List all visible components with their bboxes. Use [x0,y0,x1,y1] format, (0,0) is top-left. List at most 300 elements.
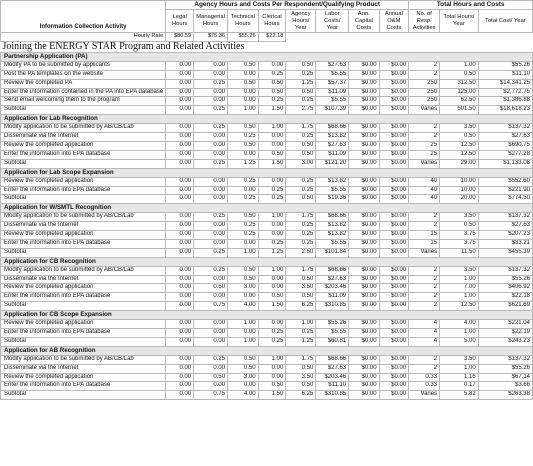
value-cell: $0.00 [349,61,379,70]
value-cell: 6.25 [286,302,316,311]
value-cell: 0.50 [286,61,316,70]
value-cell: $0.00 [349,186,379,195]
value-cell: 15 [409,231,440,240]
value-cell: 250 [409,79,440,88]
value-cell: 0.25 [286,177,316,186]
value-cell: 0.50 [286,195,316,204]
value-cell: 0.50 [258,150,286,159]
subtotal-row [1,248,533,257]
value-cell: 0.00 [258,275,286,284]
value-cell: 0.00 [166,88,194,97]
table-title: Joining the ENERGY STAR Program and Related Activities [1,41,533,52]
value-cell: $0.00 [379,213,409,222]
value-cell: 0.25 [286,186,316,195]
activity-name: Disseminate via the Internet [1,133,166,142]
value-cell: $0.00 [349,79,379,88]
section-header-row [1,257,533,266]
value-cell: 0.50 [228,141,259,150]
value-cell: 10.00 [440,177,479,186]
value-cell: 0.00 [166,150,194,159]
activity-name: Review the completed application [1,320,166,329]
value-cell: $455.39 [478,248,532,257]
value-cell: 12.50 [440,302,479,311]
activity-name: Enter the information into EPA database [1,293,166,302]
value-cell: 0.00 [258,133,286,142]
value-cell: $13.82 [316,222,349,231]
value-cell: $5.55 [316,70,349,79]
activity-name: Post the PA templates on the website [1,70,166,79]
value-cell: $221.04 [478,320,532,329]
value-cell: 0.25 [258,329,286,338]
value-cell: 4.00 [440,320,479,329]
value-cell: $27.63 [316,141,349,150]
value-cell: $0.00 [379,293,409,302]
value-cell: $0.00 [379,186,409,195]
value-cell: $107.39 [316,106,349,115]
value-cell: $0.00 [379,133,409,142]
subtotal-row [1,106,533,115]
value-cell: $0.00 [379,382,409,391]
value-cell: $0.00 [349,222,379,231]
value-cell: 3.50 [440,355,479,364]
value-cell: 1.00 [440,293,479,302]
section-header-row [1,115,533,124]
value-cell: 0.00 [166,302,194,311]
value-cell: 1.00 [258,213,286,222]
value-cell: $0.00 [349,248,379,257]
activity-name: Subtotal [1,248,166,257]
value-cell: 4 [409,320,440,329]
value-cell: $0.00 [379,373,409,382]
value-cell: $13.82 [316,133,349,142]
value-cell: 1.00 [440,61,479,70]
section-header-row [1,204,533,213]
value-cell: 250 [409,97,440,106]
value-cell: $690.75 [478,141,532,150]
section-title: Application for CB Recognition [1,257,533,266]
value-cell: 0.50 [228,79,259,88]
section-title: Application for AB Recognition [1,346,533,355]
section-header-row [1,52,533,61]
value-cell: 0.25 [228,231,259,240]
value-cell: 0.00 [228,70,259,79]
value-cell: 3.00 [286,159,316,168]
column-header: Managerial Hours [194,10,228,33]
value-cell: $0.00 [349,97,379,106]
value-cell: 0.25 [286,239,316,248]
value-cell: 0.00 [166,133,194,142]
section-header-row [1,311,533,320]
value-cell: $22.18 [478,293,532,302]
value-cell: 0.00 [166,391,194,400]
rate-legal: $80.59 [166,33,194,42]
value-cell: 0.50 [194,284,228,293]
value-cell: 0.25 [228,195,259,204]
value-cell: $0.00 [379,391,409,400]
value-cell: $57.37 [316,79,349,88]
value-cell: 0.00 [194,275,228,284]
value-cell: 0.00 [194,293,228,302]
value-cell: $0.00 [379,159,409,168]
value-cell: $0.00 [379,239,409,248]
value-cell: 0.00 [166,364,194,373]
value-cell: $0.00 [379,284,409,293]
value-cell: $552.60 [478,177,532,186]
value-cell: 3.00 [228,284,259,293]
activity-name: Subtotal [1,195,166,204]
value-cell: $27.63 [316,364,349,373]
value-cell: 0.50 [258,382,286,391]
value-cell: 0.25 [286,70,316,79]
value-cell: $2,772.75 [478,88,532,97]
value-cell: 3.75 [440,239,479,248]
value-cell: $0.00 [379,61,409,70]
value-cell: $0.00 [379,177,409,186]
value-cell: 501.50 [440,106,479,115]
blank-cell [440,33,479,42]
value-cell: $55.26 [478,275,532,284]
activity-name: Review the completed PA [1,79,166,88]
value-cell: 5.82 [440,391,479,400]
activity-name: Modify PA to be submitted by applicants [1,61,166,70]
value-cell: 0.50 [286,293,316,302]
table-row [1,382,533,391]
activity-name: Enter the information contained in the PA into EPA database [1,88,166,97]
value-cell: $0.00 [379,337,409,346]
value-cell: $263.38 [478,391,532,400]
value-cell: 0.00 [166,355,194,364]
value-cell: $11.09 [316,150,349,159]
value-cell: 0.00 [258,284,286,293]
value-cell: 0.75 [194,391,228,400]
value-cell: 0.50 [286,150,316,159]
value-cell: 0.25 [228,222,259,231]
value-cell: $0.00 [379,364,409,373]
value-cell: $0.00 [349,70,379,79]
value-cell: 0.00 [194,195,228,204]
value-cell: 0.25 [258,195,286,204]
value-cell: 0.00 [258,320,286,329]
value-cell: $0.00 [379,248,409,257]
value-cell: $18,618.23 [478,106,532,115]
section-header-row [1,346,533,355]
value-cell: 0.00 [194,141,228,150]
value-cell: 1.50 [258,302,286,311]
value-cell: 2 [409,293,440,302]
value-cell: $137.32 [478,355,532,364]
value-cell: 0.00 [194,337,228,346]
value-cell: 1.25 [228,159,259,168]
value-cell: $310.85 [316,391,349,400]
value-cell: 1.75 [286,266,316,275]
value-cell: $0.00 [349,150,379,159]
value-cell: $101.84 [316,248,349,257]
value-cell: $0.00 [349,329,379,338]
value-cell: 1.25 [286,79,316,88]
value-cell: 0.00 [194,177,228,186]
subtotal-row [1,337,533,346]
value-cell: $774.50 [478,195,532,204]
activity-name: Disseminate via the Internet [1,364,166,373]
table-row [1,133,533,142]
value-cell: 0.25 [258,186,286,195]
value-cell: 0.00 [228,186,259,195]
value-cell: 0.00 [258,364,286,373]
value-cell: 0.00 [166,382,194,391]
value-cell: 0.00 [166,320,194,329]
value-cell: $55.26 [478,61,532,70]
activity-name: Modify application to be submitted by AB/CB/Lab [1,124,166,133]
value-cell: 1.00 [258,266,286,275]
hourly-rate-row [1,33,533,42]
value-cell: $137.32 [478,266,532,275]
hourly-rate-label: Hourly Rate [1,33,166,42]
value-cell: $3.66 [478,382,532,391]
value-cell: $0.00 [349,141,379,150]
value-cell: $0.00 [349,177,379,186]
table-row [1,150,533,159]
value-cell: 2 [409,364,440,373]
value-cell: 3.50 [440,124,479,133]
value-cell: 12.50 [440,150,479,159]
value-cell: $67.14 [478,373,532,382]
value-cell: $13.82 [316,231,349,240]
table-row [1,293,533,302]
value-cell: 1.00 [228,106,259,115]
value-cell: $68.66 [316,355,349,364]
value-cell: $11.10 [478,70,532,79]
value-cell: $310.85 [316,302,349,311]
value-cell: 3.50 [286,284,316,293]
value-cell: 0.25 [194,159,228,168]
value-cell: $0.00 [379,320,409,329]
value-cell: $0.00 [349,106,379,115]
value-cell: 3.50 [286,373,316,382]
value-cell: $27.63 [478,133,532,142]
value-cell: 1.75 [286,124,316,133]
value-cell: 15 [409,239,440,248]
value-cell: 0.00 [166,106,194,115]
value-cell: $0.00 [379,195,409,204]
value-cell: $0.00 [379,231,409,240]
value-cell: 0.50 [440,133,479,142]
value-cell: 2.75 [286,106,316,115]
value-cell: $5.55 [316,239,349,248]
value-cell: $203.46 [316,373,349,382]
value-cell: 0.50 [228,364,259,373]
value-cell: 0.25 [258,337,286,346]
value-cell: 0.00 [228,293,259,302]
value-cell: $5.55 [316,186,349,195]
value-cell: 0.00 [166,337,194,346]
value-cell: 0.00 [228,382,259,391]
value-cell: 4 [409,337,440,346]
table-row [1,320,533,329]
table-row [1,124,533,133]
value-cell: 0.00 [228,329,259,338]
activity-name: Disseminate via the Internet [1,275,166,284]
value-cell: 0.00 [166,293,194,302]
value-cell: 0.00 [166,266,194,275]
value-cell: $22.19 [478,329,532,338]
value-cell: 0.00 [194,320,228,329]
value-cell: $11.09 [316,293,349,302]
value-cell: 0.25 [258,97,286,106]
value-cell: 0.00 [166,186,194,195]
value-cell: 0.00 [258,141,286,150]
value-cell: 0.00 [166,159,194,168]
value-cell: 0.00 [166,195,194,204]
value-cell: 10.00 [440,186,479,195]
value-cell: 1.00 [440,364,479,373]
value-cell: 0.00 [228,150,259,159]
value-cell: 1.50 [258,159,286,168]
column-header: Technical Hours [228,10,259,33]
table-row [1,61,533,70]
value-cell: $0.00 [379,79,409,88]
value-cell: 0.00 [194,231,228,240]
value-cell: 1.00 [228,320,259,329]
value-cell: 3.00 [228,373,259,382]
value-cell: $0.00 [349,364,379,373]
value-cell: 0.00 [166,61,194,70]
value-cell: 1.50 [258,106,286,115]
value-cell: $0.00 [349,293,379,302]
activity-name: Subtotal [1,391,166,400]
blank-cell [478,33,532,42]
value-cell: 1.00 [440,329,479,338]
value-cell: Varies [409,106,440,115]
table-row [1,222,533,231]
value-cell: 0.00 [228,97,259,106]
value-cell: 0.25 [286,97,316,106]
value-cell: 4.00 [228,302,259,311]
value-cell: $13.82 [316,177,349,186]
value-cell: 0.50 [258,88,286,97]
value-cell: 0.25 [228,133,259,142]
value-cell: 0.00 [194,61,228,70]
value-cell: $68.66 [316,266,349,275]
activity-name: Enter the information into EPA database [1,239,166,248]
value-cell: 0.50 [440,70,479,79]
value-cell: 0.33 [409,382,440,391]
group-header-row [1,1,533,10]
value-cell: $5.55 [316,97,349,106]
value-cell: 0.00 [166,222,194,231]
value-cell: 0.00 [228,239,259,248]
subtotal-row [1,195,533,204]
section-title: Application for Lab Recognition [1,115,533,124]
value-cell: $0.00 [349,302,379,311]
value-cell: $0.00 [379,355,409,364]
table-row [1,97,533,106]
activity-name: Review the completed application [1,284,166,293]
rate-clerical: $22.18 [258,33,286,42]
value-cell: 4 [409,329,440,338]
agency-group-header: Agency Hours and Costs Per Respondent/Qualifying Product [166,1,409,10]
value-cell: $137.32 [478,213,532,222]
activity-name: Enter the information into EPA database [1,150,166,159]
value-cell: 12.50 [440,141,479,150]
value-cell: 0.50 [258,79,286,88]
value-cell: 1.75 [286,355,316,364]
value-cell: 0.25 [286,133,316,142]
value-cell: $0.00 [379,106,409,115]
value-cell: 1.25 [286,337,316,346]
value-cell: $406.92 [478,284,532,293]
value-cell: Varies [409,391,440,400]
value-cell: 0.00 [166,124,194,133]
value-cell: $0.00 [379,124,409,133]
column-header: Ann. Capital Costs [349,10,379,33]
value-cell: 0.50 [286,382,316,391]
activity-name: Send email welcoming them to the program [1,97,166,106]
table-row [1,231,533,240]
value-cell: $0.00 [379,302,409,311]
value-cell: 0.00 [166,177,194,186]
value-cell: 1.25 [258,248,286,257]
table-row [1,70,533,79]
value-cell: 0.00 [258,61,286,70]
section-header-row [1,168,533,177]
section-title: Partnership Application (PA) [1,52,533,61]
activity-name: Modify application to be submitted by AB/CB/Lab [1,355,166,364]
value-cell: 1.00 [228,248,259,257]
value-cell: $60.81 [316,337,349,346]
value-cell: 4.00 [228,391,259,400]
value-cell: $0.00 [349,320,379,329]
value-cell: 0.00 [166,239,194,248]
blank-cell [286,33,316,42]
value-cell: 0.25 [286,329,316,338]
value-cell: $0.00 [379,275,409,284]
activity-name: Enter the information into EPA database [1,382,166,391]
activity-name: Modify application to be submitted by AB/CB/Lab [1,213,166,222]
value-cell: $0.00 [349,266,379,275]
value-cell: $27.63 [316,61,349,70]
table-row [1,88,533,97]
value-cell: $121.20 [316,159,349,168]
value-cell: 0.00 [166,284,194,293]
value-cell: 0.00 [258,231,286,240]
value-cell: 2 [409,70,440,79]
activity-name: Subtotal [1,337,166,346]
value-cell: $11.10 [316,382,349,391]
table-row [1,141,533,150]
value-cell: 0.25 [228,177,259,186]
value-cell: 1.75 [286,213,316,222]
value-cell: 2 [409,61,440,70]
value-cell: $0.00 [379,70,409,79]
activity-name: Review the completed application [1,231,166,240]
value-cell: $243.23 [478,337,532,346]
value-cell: $0.00 [349,239,379,248]
blank-cell [379,33,409,42]
value-cell: 2 [409,275,440,284]
value-cell: Varies [409,248,440,257]
value-cell: 0.50 [440,222,479,231]
column-header: Total Hours/ Year [440,10,479,33]
value-cell: 0.25 [194,106,228,115]
value-cell: 0.00 [194,150,228,159]
value-cell: 1.00 [286,320,316,329]
value-cell: 2 [409,133,440,142]
value-cell: 1.00 [258,355,286,364]
column-header: No. of Resp. Activities [409,10,440,33]
value-cell: 0.00 [166,213,194,222]
subtotal-row [1,159,533,168]
activity-column-header: Information Collection Activity [1,1,166,33]
